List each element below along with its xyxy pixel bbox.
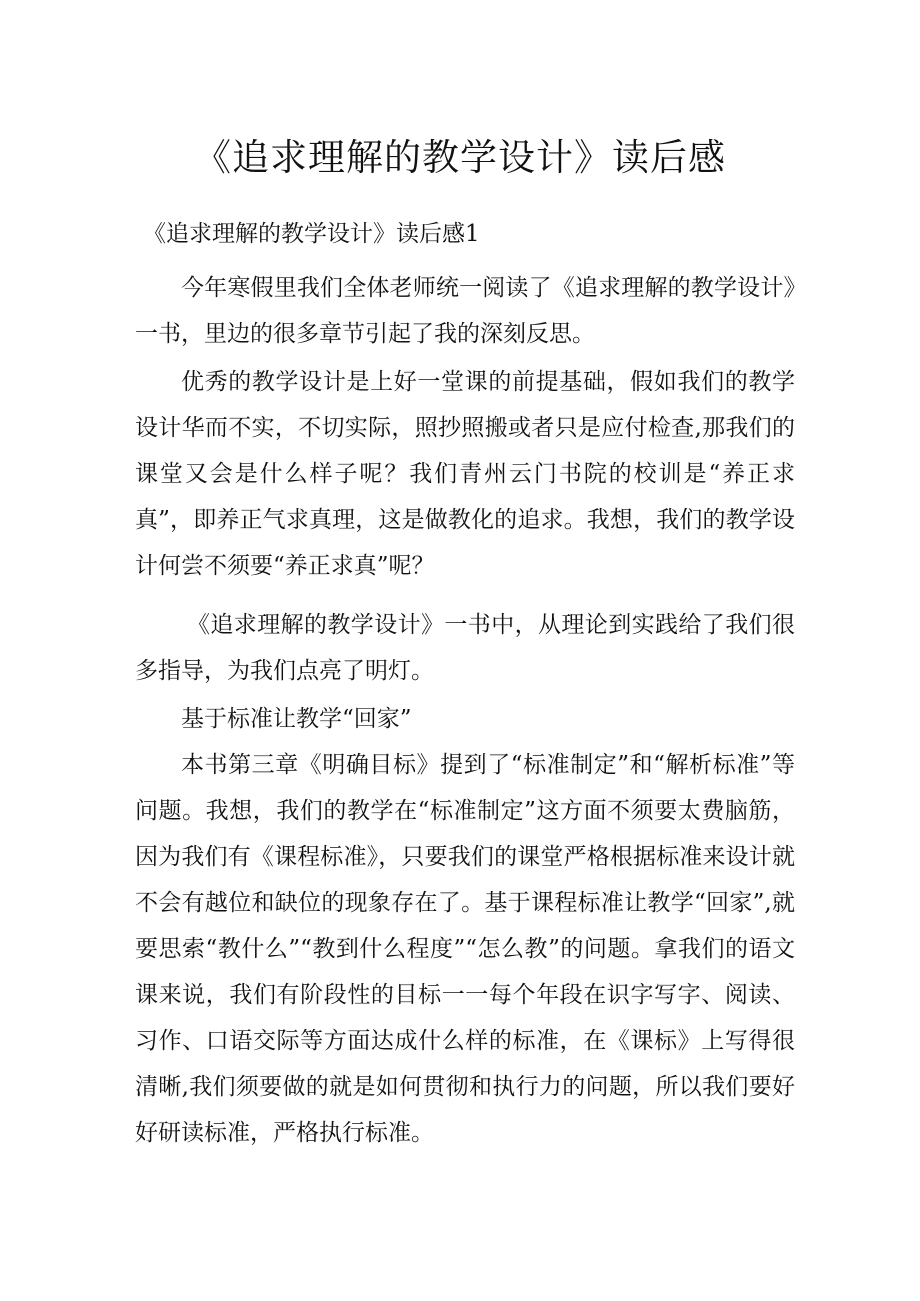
paragraph-4: 本书第三章《明确目标》提到了“标准制定”和“解析标准”等问题。我想，我们的教学在“标准制定”这方面不须要太费脑筋，因为我们有《课程标准》，只要我们的课堂严格根据标准来设计就不会有越位和缺位的现象存在了。基于课程标准让教学“回家”,就要思索“教什么”“教到什么程度”“怎么教”的问题。拿我们的语文课来说，我们有阶段性的目标一一每个年段在识字写字、阅读、习作、口语交际等方面达成什么样的标准，在《课标》上写得很清晰,我们须要做的就是如何贯彻和执行力的问题，所以我们要好好研读标准，严格执行标准。 (135, 752, 795, 1146)
paragraph-1: 今年寒假里我们全体老师统一阅读了《追求理解的教学设计》一书，里边的很多章节引起了我的深刻反思。 (135, 275, 795, 347)
paragraph-2: 优秀的教学设计是上好一堂课的前提基础，假如我们的教学设计华而不实，不切实际，照抄照搬或者只是应付检查,那我们的课堂又会是什么样子呢？我们青州云门书院的校训是“养正求真”，即养正气求真理，这是做教化的追求。我想，我们的教学设计何尝不须要“养正求真”呢？ (135, 369, 795, 579)
section-subheading: 《追求理解的教学设计》读后感1 (143, 221, 480, 247)
section-heading-standards: 基于标准让教学“回家” (181, 706, 412, 732)
paragraph-3: 《追求理解的教学设计》一书中，从理论到实践给了我们很多指导，为我们点亮了明灯。 (135, 612, 795, 684)
document-title: 《追求理解的教学设计》读后感 (194, 136, 726, 179)
